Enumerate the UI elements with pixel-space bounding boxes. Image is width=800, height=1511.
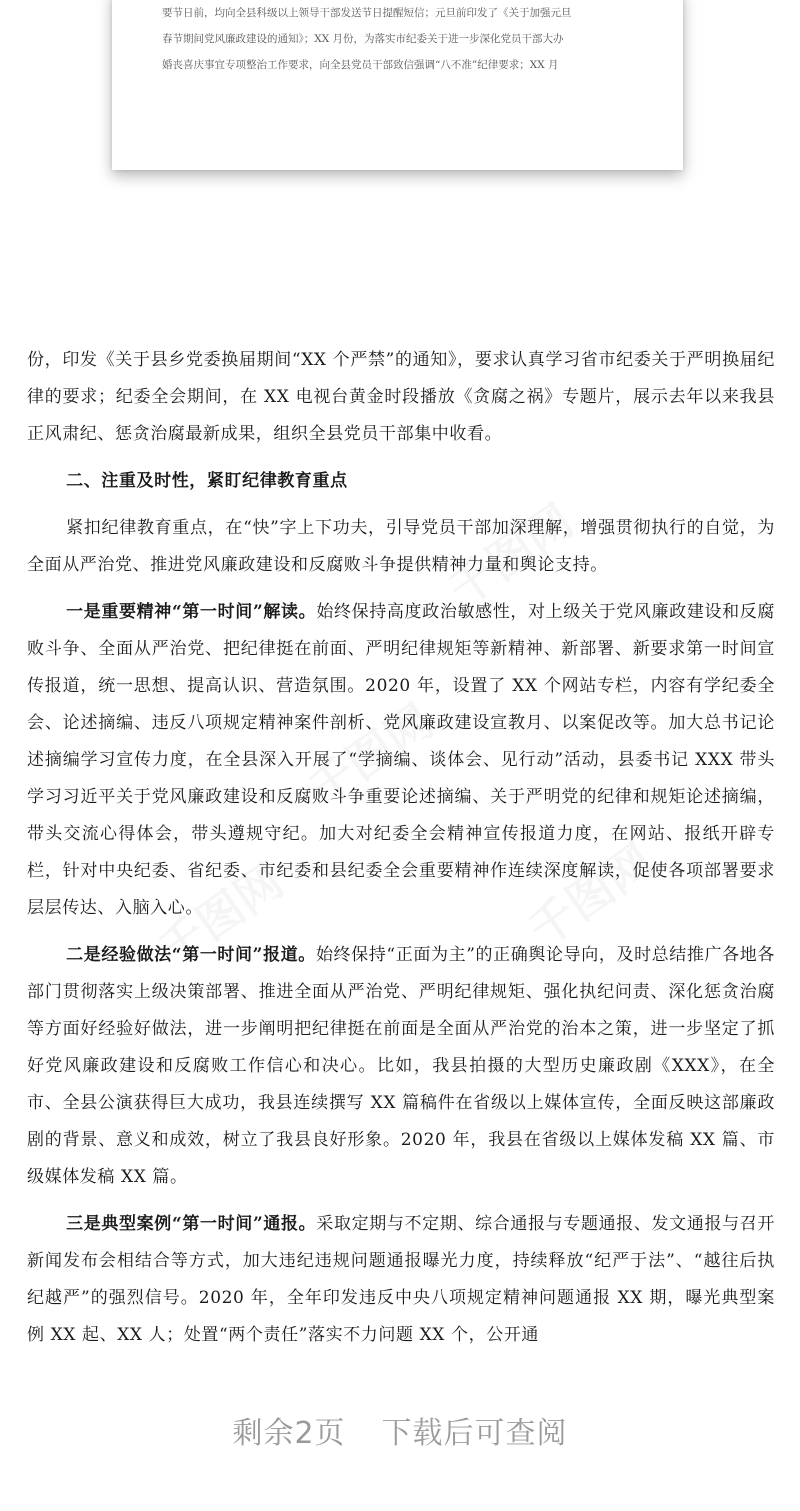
document-body	[27, 342, 775, 1354]
download-prompt[interactable]	[0, 1408, 800, 1452]
paragraph-text: 始终保持高度政治敏感性，对上级关于党风廉政建设和反腐败斗争、全面从严治党、把纪律挺在前面、严明纪律规矩等新精神、新部署、新要求第一时间宣传报道，统一思想、提高认识、营造氛围。2020 年，设置了 XX 个网站专栏，内容有学纪委全会、论述摘编、违反八项规定精神案件剖析、党风廉政建设宣教月、以案促改等。加大总书记论述摘编学习宣传力度，在全县深入开展了“学摘编、谈体会、见行动”活动，县委书记 XXX 带头学习习近平关于党风廉政建设和反腐败斗争重要论述摘编、关于严明党的纪律和规矩论述摘编，带头交流心得体会，带头遵规守纪。加大对纪委全会精神宣传报道力度，在网站、报纸开辟专栏，针对中央纪委、省纪委、市纪委和县纪委全会重要精神作连续深度解读，促使各项部署要求层层传达、入脑入心。	[27, 602, 775, 918]
paragraph	[27, 594, 775, 927]
preview-line: 要节日前，均向全县科级以上领导干部发送节日提醒短信；元旦前印发了《关于加强元旦	[162, 7, 572, 19]
paragraph-text: 始终保持“正面为主”的正确舆论导向，及时总结推广各地各部门贯彻落实上级决策部署、推进全面从严治党、严明纪律规矩、强化执纪问责、深化惩贪治腐等方面好经验好做法，进一步阐明把纪律挺在前面是全面从严治党的治本之策，进一步坚定了抓好党风廉政建设和反腐败工作信心和决心。比如，我县拍摄的大型历史廉政剧《XXX》，在全市、全县公演获得巨大成功，我县连续撰写 XX 篇稿件在省级以上媒体宣传，全面反映这部廉政剧的背景、意义和成效，树立了我县良好形象。2020 年，我县在省级以上媒体发稿 XX 篇、市级媒体发稿 XX 篇。	[27, 945, 775, 1187]
paragraph	[27, 1206, 775, 1354]
paragraph-lead: 一是重要精神“第一时间”解读。	[66, 602, 317, 622]
paragraph-lead: 二是经验做法“第一时间”报道。	[66, 945, 316, 965]
paragraph-lead: 三是典型案例“第一时间”通报。	[66, 1214, 317, 1234]
paragraph-text: 采取定期与不定期、综合通报与专题通报、发文通报与召开新闻发布会相结合等方式，加大违纪违规问题通报曝光力度，持续释放“纪严于法”、“越往后执纪越严”的强烈信号。2020 年，全年印发违反中央八项规定精神问题通报 XX 期，曝光典型案例 XX 起、XX 人；处置“两个责任”落实不力问题 XX 个，公开通	[27, 1214, 775, 1345]
section-heading: 二、注重及时性，紧盯纪律教育重点	[66, 471, 348, 491]
download-to-view-label[interactable]: 下载后可查阅	[381, 1416, 568, 1451]
remaining-pages-label: 剩余2页	[232, 1416, 346, 1451]
previous-page-preview	[112, 0, 683, 170]
paragraph: 紧扣纪律教育重点，在“快”字上下功夫，引导党员干部加深理解，增强贯彻执行的自觉，为全面从严治党、推进党风廉政建设和反腐败斗争提供精神力量和舆论支持。	[27, 518, 775, 575]
preview-line: 婚丧喜庆事宜专项整治工作要求，向全县党员干部致信强调“八不准”纪律要求；XX 月	[162, 59, 559, 71]
paragraph: 份，印发《关于县乡党委换届期间“XX 个严禁”的通知》，要求认真学习省市纪委关于严明换届纪律的要求；纪委全会期间，在 XX 电视台黄金时段播放《贪腐之祸》专题片，展示去年以来我县正风肃纪、惩贪治腐最新成果，组织全县党员干部集中收看。	[27, 350, 775, 444]
preview-line: 春节期间党风廉政建设的通知》；XX 月份，为落实市纪委关于进一步深化党员干部大办	[162, 33, 564, 45]
paragraph	[27, 937, 775, 1196]
preview-text	[162, 0, 642, 78]
